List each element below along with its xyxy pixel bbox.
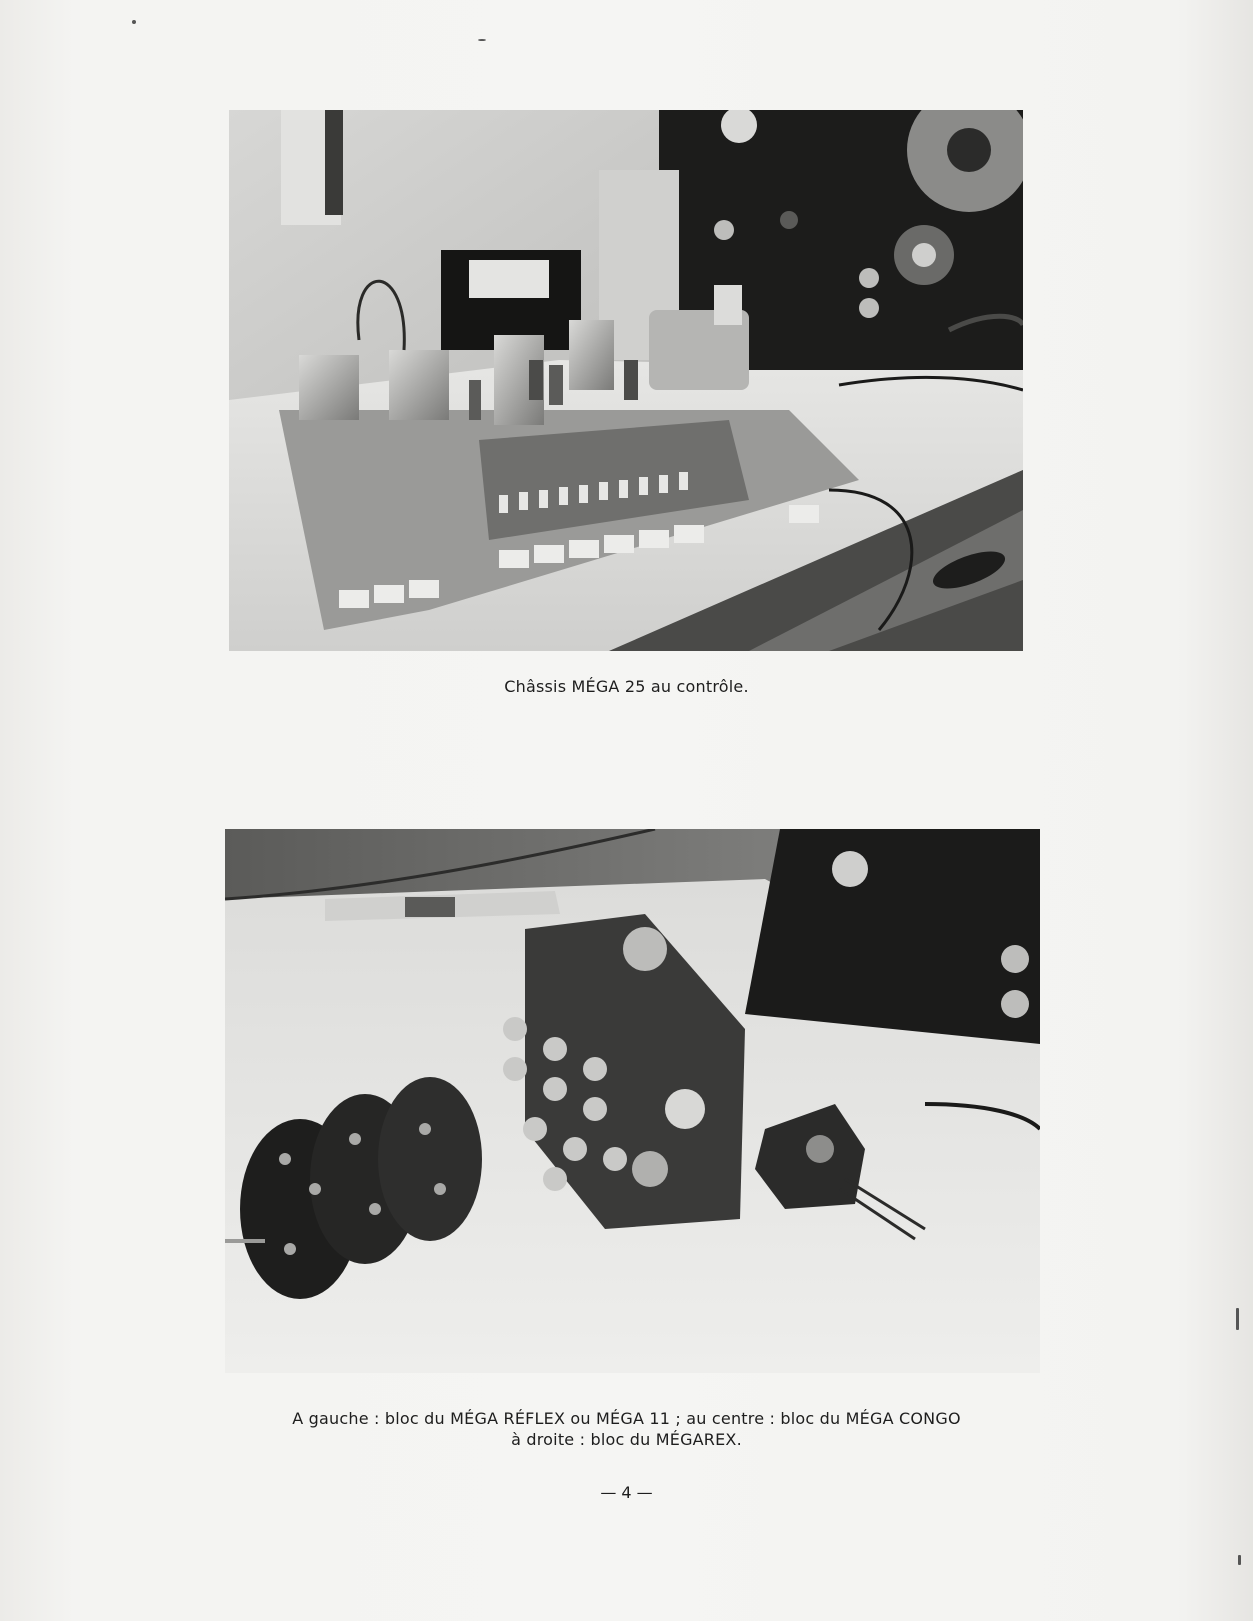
dust-speck	[1238, 1555, 1241, 1565]
page-number: — 4 —	[600, 1483, 653, 1502]
coil-blocks-photo-illustration	[225, 829, 1040, 1373]
dust-speck	[132, 20, 136, 24]
coil-blocks-caption-line-1: A gauche : bloc du MÉGA RÉFLEX ou MÉGA 11 ; au centre : bloc du MÉGA CONGO	[292, 1409, 961, 1428]
chassis-photo	[229, 110, 1023, 651]
dust-speck	[1236, 1308, 1239, 1330]
coil-blocks-caption-line-2: à droite : bloc du MÉGAREX.	[511, 1430, 742, 1449]
chassis-photo-illustration	[229, 110, 1023, 651]
coil-blocks-photo	[225, 829, 1040, 1373]
dust-speck	[478, 39, 486, 41]
chassis-photo-caption: Châssis MÉGA 25 au contrôle.	[504, 677, 749, 696]
